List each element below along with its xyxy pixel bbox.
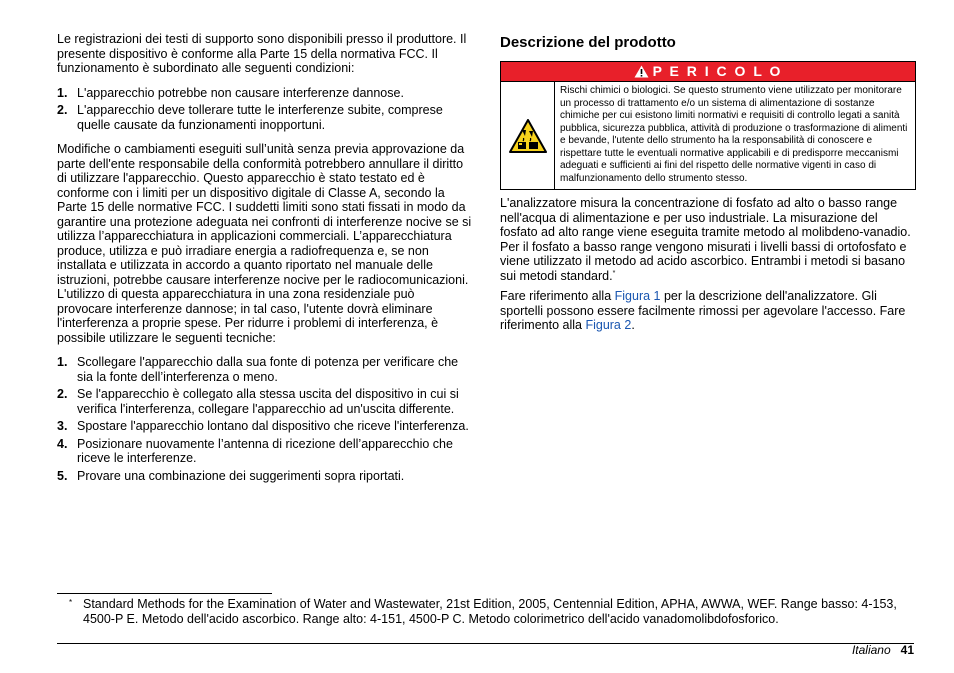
list-item-text: Provare una combinazione dei suggerimenti sopra riportati.: [77, 468, 405, 483]
danger-header: [501, 62, 915, 82]
footer-divider: [57, 643, 914, 644]
list-item: [57, 419, 473, 434]
list-number: 1.: [57, 85, 68, 100]
list-item-text: L'apparecchio potrebbe non causare interferenze dannose.: [77, 85, 404, 100]
list-item-text: Spostare l'apparecchio lontano dal dispositivo che riceve l'interferenza.: [77, 419, 469, 433]
text-span: .: [631, 318, 635, 332]
page-number: 41: [900, 643, 914, 657]
list-item: [57, 387, 473, 416]
text-span: per la descrizione dell'analizzatore. Gli sportelli possono essere facilmente rimossi per agevolare l'accesso. Fare riferimento alla: [500, 289, 906, 332]
page-footer: [852, 643, 914, 657]
danger-body: [501, 82, 915, 189]
list-item: [57, 355, 473, 384]
footnote-divider: [57, 593, 272, 594]
footnote-reference[interactable]: *: [612, 269, 616, 277]
right-column: [500, 32, 914, 339]
figure-1-link[interactable]: Figura 1: [614, 289, 661, 303]
list-number: 5.: [57, 468, 68, 483]
footnote: [57, 597, 917, 627]
danger-box: [500, 61, 916, 190]
left-column: [57, 32, 473, 493]
text-span: Fare riferimento alla: [500, 289, 615, 303]
danger-text: Rischi chimici o biologici. Se questo strumento viene utilizzato per monitorare un processo di trattamento e/o un sistema di alimentazione di sostanze chimiche per cui esistono limiti normativi e requisiti di controllo legati a sanità pubblica, sicurezza pubblica, attività di produzione o trasformazione di alimenti e bevande, l'utente dello strumento ha la responsabilità di conoscere e rispettare tutte le eventuali normative applicabili e di predisporre meccanismi adeguati e sufficienti ai fini del rispetto delle normative vigenti in caso di malfunzionamento dello strumento stesso.: [560, 85, 908, 184]
list-item: [57, 437, 473, 466]
list-number: 1.: [57, 355, 68, 369]
list-item-text: Posizionare nuovamente l’antenna di ricezione dell’apparecchio che riceve le interferenze.: [77, 436, 453, 465]
section-heading: Descrizione del prodotto: [500, 34, 676, 51]
danger-label: P E R I C O L O: [652, 63, 783, 80]
footnote-mark: *: [69, 598, 73, 607]
list-item: [57, 86, 473, 101]
figure-reference-paragraph: [500, 289, 914, 333]
list-item-text: L'apparecchio deve tollerare tutte le interferenze subite, comprese quelle causate da funzionamenti inopportuni.: [77, 103, 443, 132]
list-number: 2.: [57, 103, 68, 117]
fcc-paragraph: Modifiche o cambiamenti eseguiti sull’unità senza previa approvazione da parte dell'ente responsabile della conformità potrebbero annullare il diritto di utilizzare l'apparecchio. Questo apparecchio è stato testato ed è conforme con i limiti per un dispositivo digitale di Classe A, secondo la Parte 15 delle normative FCC. I suddetti limiti sono stati fissati in modo da garantire una protezione adeguata nei confronti di interferenze nocive se si utilizza l’apparecchiatura in applicazioni commerciali. L’apparecchiatura produce, utilizza e può irradiare energia a radiofrequenza e, se non installata e utilizzata in accordo a quanto riportato nel manuale delle istruzioni, potrebbe causare interferenze nocive per le radiocomunicazioni. L'utilizzo di questa apparecchiatura in una zona residenziale può provocare interferenze dannose; in tal caso, l'utente dovrà eliminare l'interferenza a proprie spese. Per ridurre i problemi di interferenza, è possibile utilizzare le seguenti tecniche:: [57, 142, 472, 345]
list-number: 3.: [57, 419, 68, 433]
intro-paragraph: Le registrazioni dei testi di supporto sono disponibili presso il produttore. Il presente dispositivo è conforme alla Parte 15 della normativa FCC. Il funzionamento è subordinato alle seguenti condizioni:: [57, 32, 467, 75]
footnote-text: Standard Methods for the Examination of Water and Wastewater, 21st Edition, 2005, Centennial Edition, APHA, AWWA, WEF. Range basso: 4-153, 4500-P E. Metodo dell'acido ascorbico. Range alto: 4-151, 4500-P C. Metodo colorimetrico dell'acido vanadomolibdofosforico.: [83, 597, 897, 626]
footer-language: Italiano: [851, 643, 891, 657]
list-number: 4.: [57, 436, 68, 451]
list-item-text: Se l'apparecchio è collegato alla stessa uscita del dispositivo in cui si verifica l'interferenza, collegare l'apparecchio ad un'uscita differente.: [77, 387, 459, 416]
list-item: [57, 469, 473, 484]
hazard-icon-cell: [501, 82, 555, 189]
list-item: [57, 103, 473, 132]
conditions-list: [57, 86, 473, 133]
list-number: 2.: [57, 387, 68, 401]
warning-triangle-icon: [634, 65, 649, 78]
techniques-list: [57, 355, 473, 483]
analyzer-paragraph: [500, 196, 914, 283]
figure-2-link[interactable]: Figura 2: [585, 318, 632, 332]
list-item-text: Scollegare l'apparecchio dalla sua fonte di potenza per verificare che sia la fonte dell’interferenza o meno.: [77, 355, 459, 384]
chemical-hazard-icon: [509, 119, 547, 153]
analyzer-text: L'analizzatore misura la concentrazione di fosfato ad alto o basso range nell'acqua di alimentazione e per uso industriale. La misurazione del fosfato ad alto range viene eseguita tramite metodo al molibdeno-vanadio. Per il fosfato a basso range vengono misurati i livelli bassi di ortofosfato e viene utilizzato il metodo ad acido ascorbico. Entrambi i metodi si basano sui metodi standard.: [500, 196, 911, 283]
